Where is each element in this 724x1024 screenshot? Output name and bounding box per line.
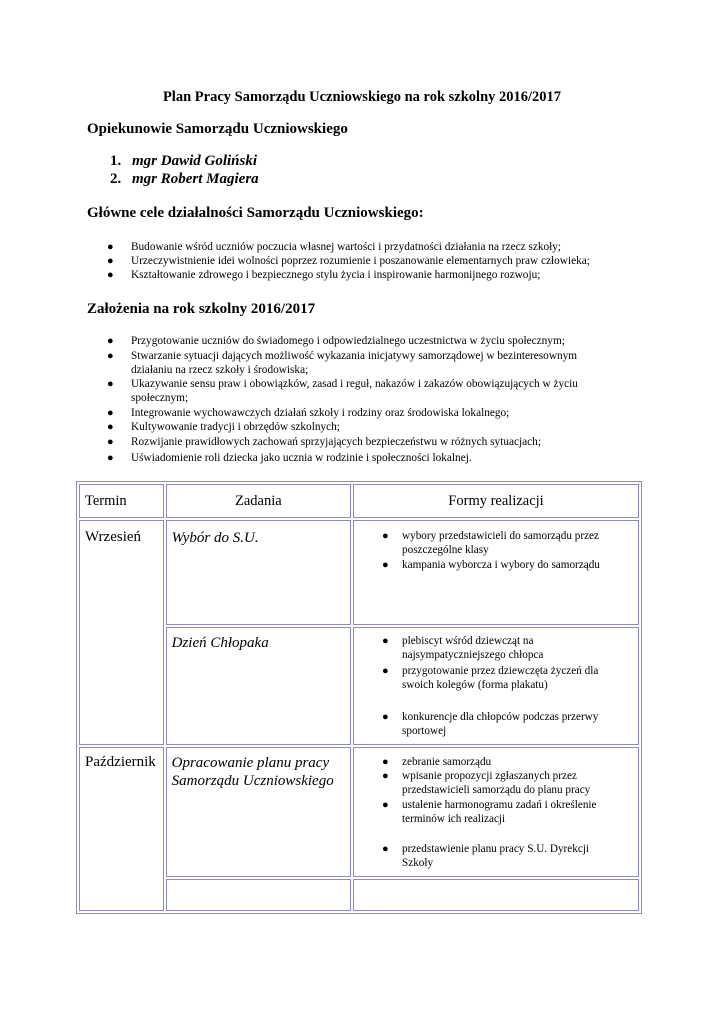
form-text: przedstawienie planu pracy S.U. Dyrekcji [402,842,590,855]
goal-text: Budowanie wśród uczniów poczucia własnej wartości i przydatności działania na rzecz szkoły; [131,241,562,253]
form-text: konkurencje dla chłopców podczas przerwy [402,710,599,723]
form-text: zebranie samorządu [402,755,492,768]
goal-item [107,268,541,282]
bullet-icon: ● [382,769,389,782]
form-item [382,798,597,826]
assumption-text-cont: działaniu na rzecz szkoły i środowiska; [131,364,309,376]
form-text-cont: sportowej [402,724,447,737]
task-plan-line2: Samorządu Uczniowskiego [171,772,334,789]
bullet-icon: ● [107,350,114,362]
form-text-cont: poszczególne klasy [402,544,489,557]
bullet-icon: ● [382,664,389,677]
form-text-cont: terminów ich realizacji [402,812,506,825]
assumption-text: Kultywowanie tradycji i obrzędów szkolnych; [131,421,340,433]
goal-text: Kształtowanie zdrowego i bezpiecznego stylu życia i inspirowanie harmonijnego rozwoju; [131,269,541,281]
assumption-item [107,334,565,348]
bullet-icon: ● [382,559,389,572]
goals-heading: Główne cele działalności Samorządu Uczniowskiego: [87,205,424,221]
table-row [79,520,639,624]
bullet-icon: ● [107,421,114,433]
form-text: ustalenie harmonogramu zadań i określenie [402,798,597,811]
list-number: 1. [110,153,122,169]
forms-cell-empty [353,879,639,912]
bullet-icon: ● [107,436,114,448]
bullet-icon: ● [107,269,114,281]
term-september: Wrzesień [85,529,142,546]
term-cell [79,747,164,911]
form-item [382,710,599,738]
form-text: wpisanie propozycji zgłaszanych przez [402,769,577,782]
task-cell-empty [166,879,351,912]
assumption-item [107,435,541,449]
assumption-item [107,451,472,465]
assumption-item [107,377,578,405]
form-text-cont: najsympatyczniejszego chłopca [402,648,544,661]
guardians-heading: Opiekunowie Samorządu Uczniowskiego [87,121,348,137]
form-text-cont: swoich kolegów (forma plakatu) [402,678,548,691]
table-row [79,747,639,877]
goal-item [107,240,562,254]
goal-text: Urzeczywistnienie idei wolności poprzez rozumienie i poszanowanie elementarnych praw człowieka; [131,255,590,267]
form-text: kampania wyborcza i wybory do samorządu [402,559,600,572]
bullet-icon: ● [107,407,114,419]
term-october: Październik [85,753,156,770]
form-text: wybory przedstawicieli do samorządu przez [402,530,599,543]
form-text: plebiscyt wśród dziewcząt na [402,634,534,647]
bullet-icon: ● [382,710,389,723]
task-cell [166,747,351,877]
bullet-icon: ● [382,798,389,811]
task-plan-line1: Opracowanie planu pracy [171,754,330,771]
assumption-text: Integrowanie wychowawczych działań szkoły i rodziny oraz środowiska lokalnego; [131,407,510,419]
bullet-icon: ● [382,530,389,543]
assumption-text: Przygotowanie uczniów do świadomego i odpowiedzialnego uczestnictwa w życiu społecznym; [131,335,565,347]
bullet-icon: ● [382,842,389,855]
task-plan [172,754,334,790]
bullet-icon: ● [107,378,114,390]
assumptions-heading: Założenia na rok szkolny 2016/2017 [87,301,316,317]
header-tasks-cell [166,484,351,518]
page-title: Plan Pracy Samorządu Uczniowskiego na rok szkolny 2016/2017 [162,89,562,105]
bullet-icon: ● [107,452,114,464]
header-term: Termin [85,493,127,509]
forms-cell [353,747,639,877]
guardian-name: mgr Robert Magiera [132,171,259,187]
forms-cell [353,627,639,745]
header-tasks: Zadania [234,493,282,509]
assumption-text-cont: społecznym; [131,392,189,404]
form-item [382,842,590,870]
task-election: Wybór do S.U. [171,530,259,547]
task-boys-day: Dzień Chłopaka [171,634,269,651]
assumption-item [107,406,510,420]
header-forms: Formy realizacji [448,493,544,509]
form-item [382,755,492,769]
assumption-text: Rozwijanie prawidłowych zachowań sprzyjających bezpieczeństwu w różnych sytuacjach; [131,436,541,448]
list-number: 2. [110,171,122,187]
plan-table [76,481,642,914]
form-text: przygotowanie przez dziewczęta życzeń dla [402,664,599,677]
guardian-name: mgr Dawid Goliński [132,153,258,169]
assumption-text: Ukazywanie sensu praw i obowiązków, zasad i reguł, nakazów i zakazów obowiązujących w życiu [131,378,578,390]
assumption-item [107,420,340,434]
bullet-icon: ● [107,255,114,267]
forms-cell [353,520,639,624]
form-text-cont: przedstawicieli samorządu do planu pracy [402,783,591,796]
task-cell [166,627,351,745]
form-item [382,634,544,662]
table-header-row [79,484,639,518]
task-cell [166,520,351,624]
header-forms-cell [353,484,639,518]
bullet-icon: ● [107,241,114,253]
form-item [382,558,600,572]
header-term-cell [79,484,164,518]
bullet-icon: ● [107,335,114,347]
guardian-item [110,171,259,188]
form-item [382,529,599,557]
form-text-cont: Szkoły [402,856,434,869]
guardian-item [110,153,257,170]
form-item [382,769,591,797]
bullet-icon: ● [382,755,389,768]
assumption-text: Uświadomienie roli dziecka jako ucznia w rodzinie i społeczności lokalnej. [131,452,472,464]
goal-item [107,254,590,268]
term-cell [79,520,164,744]
assumption-item [107,349,578,377]
form-item [382,664,599,692]
assumption-text: Stwarzanie sytuacji dających możliwość wykazania inicjatywy samorządowej w bezinteresownym [131,350,578,362]
bullet-icon: ● [382,634,389,647]
